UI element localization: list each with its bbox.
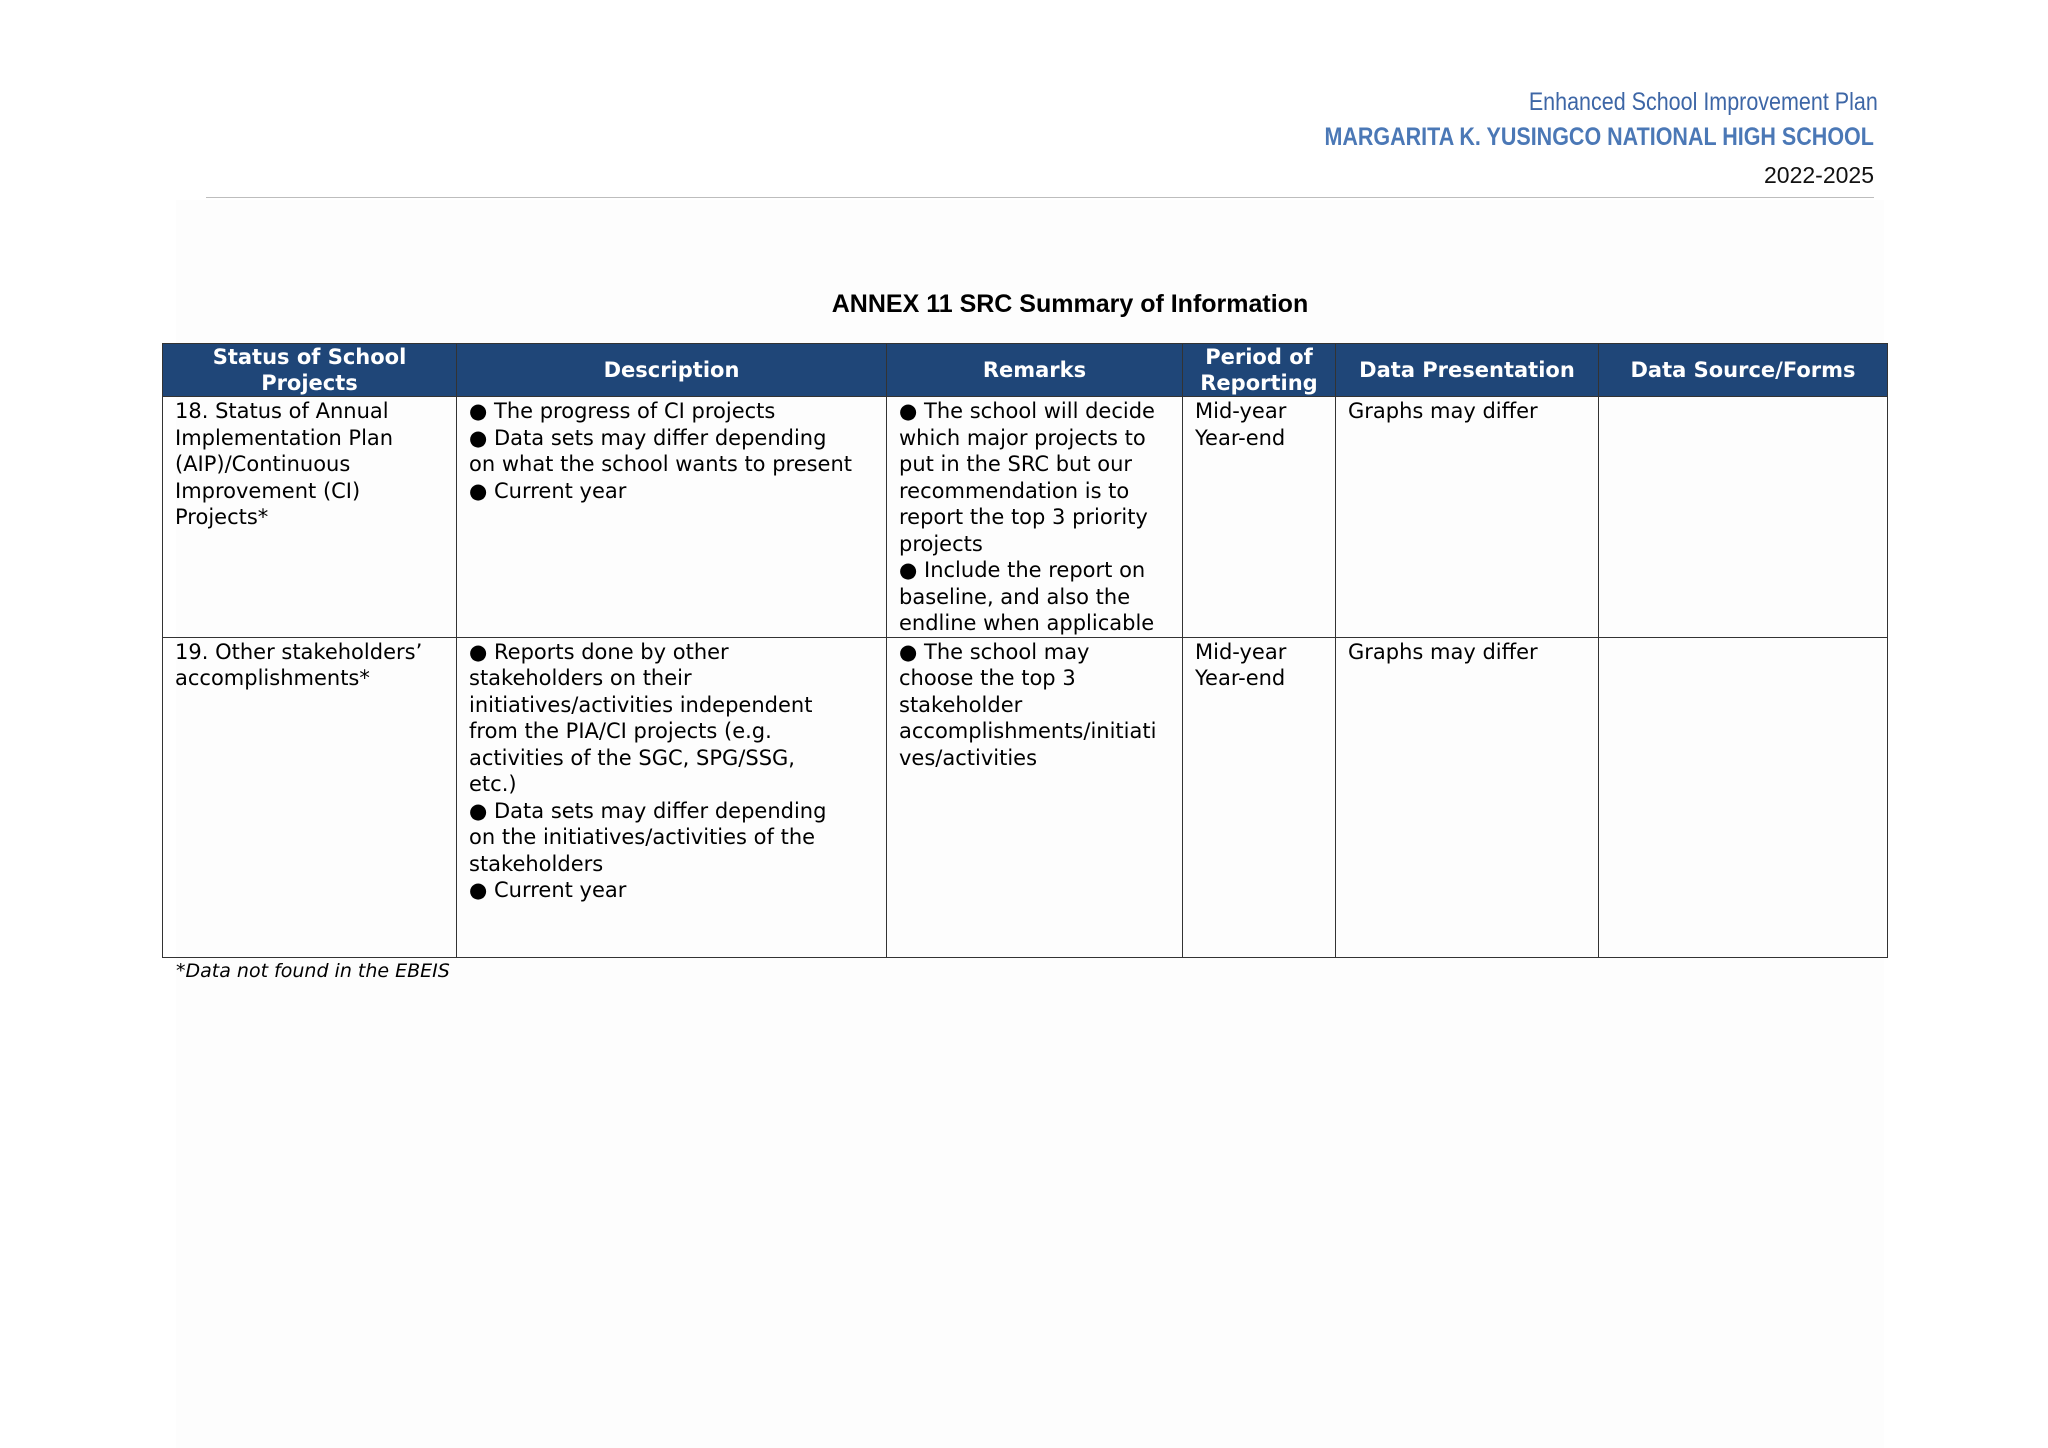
column-header-description: Description <box>457 344 887 397</box>
cell-period <box>1183 397 1336 638</box>
cell-line: activities of the SGC, SPG/SSG, <box>469 745 795 770</box>
cell-line: accomplishments* <box>175 666 370 690</box>
table-row <box>163 637 1888 957</box>
cell-line: which major projects to <box>899 425 1146 450</box>
column-header-source: Data Source/Forms <box>1599 344 1888 397</box>
cell-presentation: Graphs may differ <box>1336 637 1599 957</box>
cell-line: ● Data sets may differ depending <box>469 425 827 450</box>
cell-line: ● Current year <box>469 478 627 503</box>
cell-line: Improvement (CI) <box>175 478 361 503</box>
cell-line: 18. Status of Annual <box>175 399 389 423</box>
header-divider <box>206 197 1874 198</box>
cell-line: ● Include the report on <box>899 558 1146 582</box>
cell-description <box>457 397 887 638</box>
cell-line: report the top 3 priority <box>899 505 1148 529</box>
cell-source <box>1599 397 1888 638</box>
cell-line: Mid-year <box>1195 399 1287 423</box>
cell-line: ves/activities <box>899 745 1038 770</box>
cell-line: ● Data sets may differ depending <box>469 798 827 823</box>
cell-line: Mid-year <box>1195 639 1287 664</box>
cell-line: projects <box>899 531 983 556</box>
cell-line: on what the school wants to present <box>469 452 853 476</box>
cell-line: etc.) <box>469 772 517 796</box>
table-header-row <box>163 344 1888 397</box>
cell-line: stakeholders on their <box>469 666 692 690</box>
cell-line: ● Current year <box>469 878 627 902</box>
school-name: MARGARITA K. YUSINGCO NATIONAL HIGH SCHOOL <box>1324 123 1874 151</box>
cell-status <box>163 637 457 957</box>
cell-presentation: Graphs may differ <box>1336 397 1599 638</box>
cell-line: ● The school may <box>899 639 1090 664</box>
annex-title: ANNEX 11 SRC Summary of Information <box>831 290 1309 318</box>
cell-remarks <box>887 397 1183 638</box>
column-header-remarks: Remarks <box>887 344 1183 397</box>
cell-line: put in the SRC but our <box>899 452 1133 476</box>
cell-source <box>1599 637 1888 957</box>
cell-line: Projects* <box>175 505 269 529</box>
cell-line: 19. Other stakeholders’ <box>175 639 423 664</box>
column-header-period: Period of Reporting <box>1183 344 1336 397</box>
table-row <box>163 397 1888 638</box>
cell-line: ● The school will decide <box>899 399 1155 423</box>
cell-line: Implementation Plan <box>175 425 394 450</box>
src-summary-table <box>162 343 1888 958</box>
cell-line: endline when applicable <box>899 611 1155 635</box>
cell-line: (AIP)/Continuous <box>175 452 351 476</box>
cell-line: on the initiatives/activities of the <box>469 825 816 849</box>
cell-line: recommendation is to <box>899 478 1130 503</box>
cell-line: ● The progress of CI projects <box>469 399 776 423</box>
column-header-status: Status of School Projects <box>163 344 457 397</box>
column-header-presentation: Data Presentation <box>1336 344 1599 397</box>
cell-line: ● Reports done by other <box>469 639 729 664</box>
cell-remarks <box>887 637 1183 957</box>
cell-line: Year-end <box>1195 666 1286 690</box>
cell-line: accomplishments/initiati <box>899 719 1157 743</box>
footnote: *Data not found in the EBEIS <box>176 960 450 982</box>
cell-line: Year-end <box>1195 425 1286 450</box>
cell-line: initiatives/activities independent <box>469 692 813 717</box>
cell-line: stakeholders <box>469 851 604 876</box>
cell-line: from the PIA/CI projects (e.g. <box>469 719 772 743</box>
cell-line: stakeholder <box>899 692 1023 717</box>
plan-title: Enhanced School Improvement Plan <box>1529 88 1878 116</box>
cell-line: baseline, and also the <box>899 584 1131 609</box>
cell-description <box>457 637 887 957</box>
cell-status <box>163 397 457 638</box>
cell-period <box>1183 637 1336 957</box>
cell-line: choose the top 3 <box>899 666 1076 690</box>
plan-years: 2022-2025 <box>1764 162 1874 188</box>
